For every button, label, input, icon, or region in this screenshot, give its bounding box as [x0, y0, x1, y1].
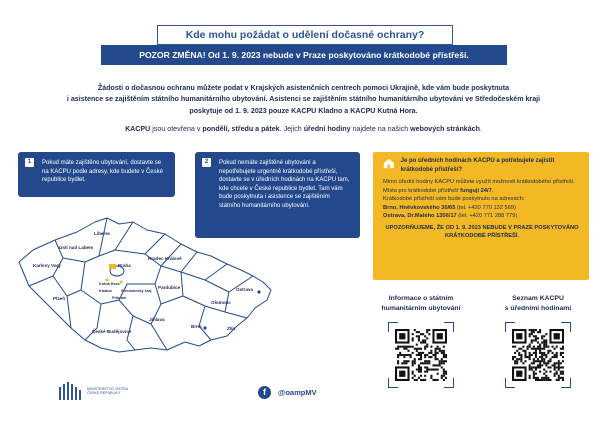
opening-hours-text — [30, 124, 577, 134]
social-handle: @oampMV — [278, 388, 317, 397]
region-border — [67, 296, 71, 328]
card-text: Pokud nemáte zajištěné ubytování a nepotřebujete urgentně krátkodobé přístřeší, dostavte se v úředních hodinách na KACPU tam, kde chcete v České republice bydlet. Tam vám bude poskytnuta i asistence se zajištěním státního humanitárního ubytování. — [219, 160, 350, 209]
qr-title-kacpu-list — [483, 294, 593, 314]
map-label-plzen: Plzeň — [53, 296, 65, 301]
p2-end: . — [491, 187, 494, 194]
map-label-brno: Brno — [191, 324, 202, 329]
hours-text-d: . — [479, 125, 482, 133]
p2-hours: fungují 24/7 — [460, 187, 492, 194]
country-outline — [19, 218, 271, 352]
facebook-icon: f — [258, 386, 271, 399]
after-hours-question: Je po úředních hodinách KACPU a potřebujete zajistit krátkodobé přístřeší? — [400, 158, 555, 173]
ministry-logo — [58, 379, 128, 403]
qr-code-kacpu-list[interactable] — [505, 322, 571, 388]
region-border — [115, 234, 165, 254]
qr-title-line: Informace o státním — [388, 295, 454, 302]
hours-website-link[interactable]: webových stránkách — [410, 125, 480, 133]
map-label-kutna-hora: Kutná Hora — [99, 282, 120, 286]
map-label-ceske-budejovice: České Budějovice — [92, 329, 132, 334]
qr-code-humanitarian[interactable] — [388, 322, 454, 388]
map-label-pribram: Příbram — [112, 296, 127, 300]
map-label-olomouc: Olomouc — [211, 300, 231, 305]
after-hours-p3: Krátkodobé přístřeší vám bude poskytnuto na adresách: — [383, 196, 525, 202]
hours-text-b: . Jejich — [279, 125, 304, 133]
intro-line-2: i asistence se zajištěním státního humanitárního ubytování. Asistenci se zajištěním státního humanitárního ubytování ve Středočeském kraji — [66, 95, 541, 104]
qr-title-line: humanitárním ubytování — [381, 305, 461, 312]
hours-text-a: jsou otevřena v — [150, 125, 203, 133]
map-label-jihlava: Jihlava — [149, 317, 165, 322]
map-label-pardubice: Pardubice — [158, 285, 181, 290]
card-number-badge: 1 — [25, 158, 34, 167]
p2-text: Místa pro krátkodobé přístřeší — [383, 187, 461, 194]
brno-phone: (tel. +420 770 132 569) — [455, 204, 516, 211]
info-card-1 — [18, 152, 175, 197]
region-border — [85, 304, 101, 340]
region-border — [99, 222, 133, 256]
qr-code-icon — [512, 329, 564, 381]
ostrava-phone: (tel. +420 771 288 779) — [456, 213, 518, 219]
region-border — [181, 272, 225, 312]
ministry-name-line-2: ČESKÉ REPUBLIKY — [87, 391, 121, 395]
map-label-kladno: Kladno — [99, 289, 112, 293]
hours-kacpu: KACPU — [125, 125, 151, 133]
region-border — [199, 306, 211, 340]
ostrava-marker — [257, 290, 260, 293]
card-text: Pokud máte zajištěno ubytování, dostavte se na KACPU podle adresy, kde budete v České republice bydlet. — [42, 160, 163, 184]
hours-office-hours: úřední hodiny — [303, 125, 351, 133]
map-label-usti: Ústí nad Labem — [59, 245, 94, 250]
map-label-praha: Praha — [118, 263, 131, 268]
region-border — [151, 296, 183, 350]
qr-title-line: Seznam KACPU — [512, 295, 564, 302]
region-border — [145, 244, 181, 266]
intro-paragraph — [30, 83, 577, 117]
facebook-link[interactable] — [258, 386, 317, 399]
praha-highlight — [109, 264, 116, 269]
ostrava-address-text: Ostrava, Dr.Malého 1356/17 — [383, 213, 457, 219]
region-border — [225, 292, 247, 318]
shelter-house-icon — [383, 157, 395, 170]
qr-code-icon — [395, 329, 447, 381]
map-label-stredocesky: Středočeský kraj — [121, 289, 152, 293]
map-label-liberec: Liberec — [94, 231, 111, 236]
hours-days: pondělí, středu a pátek — [202, 125, 280, 133]
brno-address-text: Brno, Hněvkovského 30/65 — [383, 204, 456, 211]
after-hours-p1: Mimo úřední hodiny KACPU můžete využít možnosti krátkodobého přístřeší. — [383, 179, 575, 185]
qr-title-humanitarian — [366, 294, 476, 314]
after-hours-info-box — [373, 152, 589, 280]
kutna-hora-marker — [120, 281, 123, 284]
intro-line-3: poskytuje od 1. 9. 2023 pouze KACPU Kladno a KACPU Kutná Hora. — [189, 106, 418, 115]
region-border — [161, 252, 197, 272]
brno-address — [383, 204, 581, 213]
qr-title-line: s úředními hodinami — [504, 305, 572, 312]
page-question-title: Kde mohu požádat o udělení dočasné ochrany? — [157, 25, 453, 45]
kladno-marker — [106, 279, 109, 282]
change-warning-bar: POZOR ZMĚNA! Od 1. 9. 2023 nebude v Praze poskytováno krátkodobé přístřeší. — [101, 45, 507, 65]
map-label-zlin: Zlín — [227, 326, 236, 331]
map-label-karlovy-vary: Karlovy Vary — [33, 263, 61, 268]
region-border — [181, 264, 227, 280]
region-border — [119, 300, 151, 324]
card-number-badge: 2 — [202, 158, 211, 167]
brno-marker — [203, 326, 206, 329]
map-label-hradec: Hradec Králové — [148, 256, 182, 261]
intro-line-1: Žádosti o dočasnou ochranu můžete podat v Krajských asistenčních centrech pomoci Ukrajině, kde vám bude poskytnuta — [97, 84, 510, 92]
region-border — [53, 276, 81, 296]
after-hours-warning: UPOZORŇUJEME, ŽE OD 1. 9. 2023 NEBUDE V PRAZE POSKYTOVÁNO KRÁTKODOBÉ PŘÍSTŘEŠÍ. — [385, 224, 579, 239]
ostrava-address — [383, 212, 581, 221]
czech-regions-map — [15, 200, 290, 360]
after-hours-p2 — [383, 187, 581, 196]
ministry-emblem-icon — [58, 381, 82, 401]
ministry-name-line-1: MINISTERSTVO VNITRA — [87, 386, 129, 391]
hours-text-c: najdete na našich — [350, 125, 411, 133]
map-label-ostrava: Ostrava — [236, 287, 254, 292]
